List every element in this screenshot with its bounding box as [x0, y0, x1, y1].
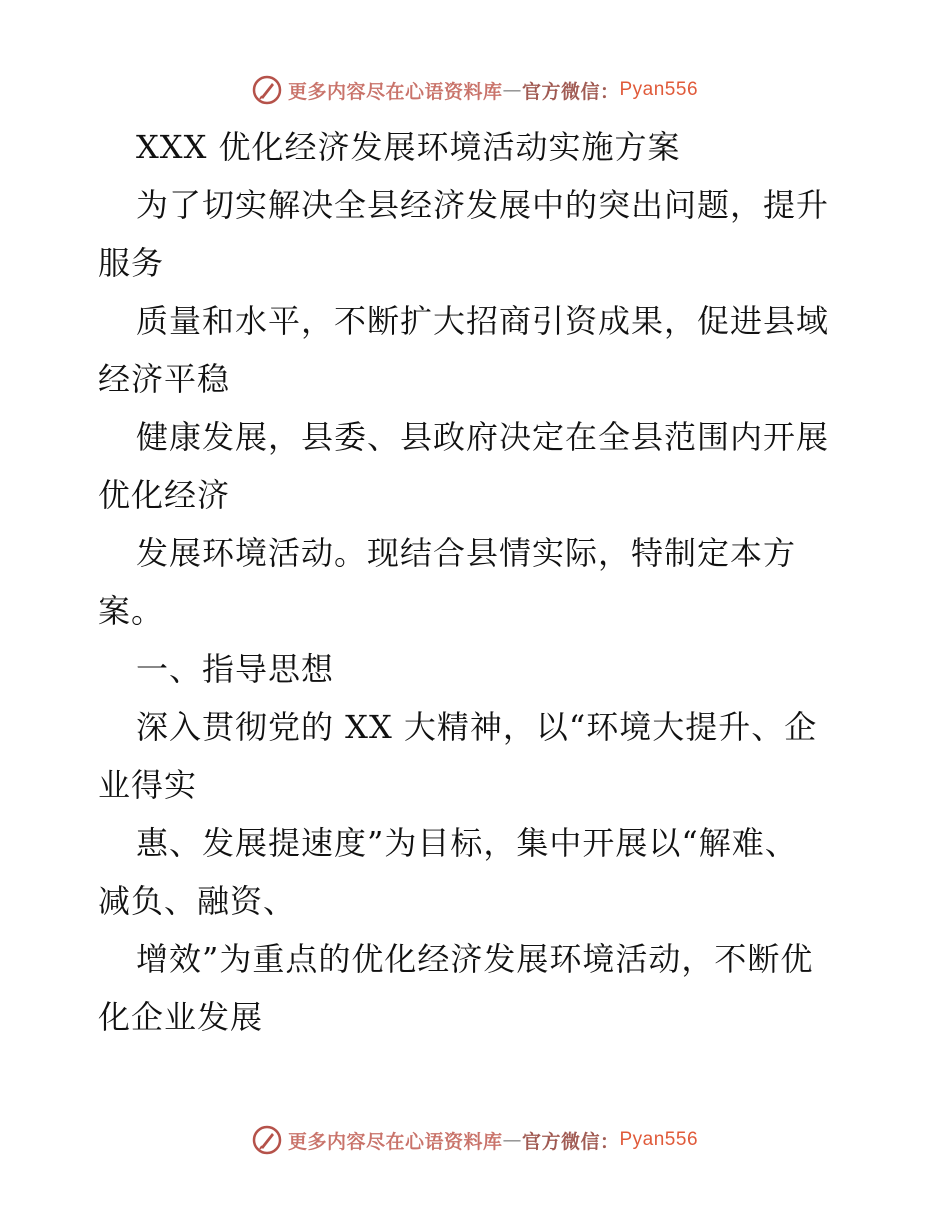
paragraph-line: 案。	[98, 592, 165, 630]
wechat-id: Pyan556	[619, 1129, 699, 1150]
paragraph-line: 健康发展，县委、县政府决定在全县范围内开展	[136, 418, 830, 456]
section-heading: 一、指导思想	[136, 650, 335, 688]
paragraph-line: 减负、融资、	[98, 882, 297, 920]
paragraph-line: 发展环境活动。现结合县情实际，特制定本方	[136, 534, 797, 572]
document-body	[98, 118, 858, 1046]
quill-logo-icon	[252, 1125, 282, 1155]
paragraph-line: 质量和水平，不断扩大招商引资成果，促进县域	[136, 302, 830, 340]
banner-separator: —	[502, 1129, 522, 1151]
wechat-label: 官方微信：	[521, 80, 620, 103]
header-banner	[0, 70, 950, 110]
document-title: XXX 优化经济发展环境活动实施方案	[136, 128, 681, 166]
paragraph-line: 优化经济	[98, 476, 231, 514]
paragraph-line: 服务	[98, 244, 165, 282]
paragraph-line: 化企业发展	[98, 998, 264, 1036]
paragraph-line: 深入贯彻党的 XX 大精神，以“环境大提升、企	[136, 708, 818, 746]
site-name: 更多内容尽在心语资料库	[287, 1130, 503, 1153]
paragraph-line: 经济平稳	[98, 360, 231, 398]
quill-logo-icon	[252, 75, 282, 105]
site-name: 更多内容尽在心语资料库	[287, 80, 503, 103]
paragraph-line: 惠、发展提速度”为目标，集中开展以“解难、	[136, 824, 798, 862]
wechat-label: 官方微信：	[521, 1130, 620, 1153]
footer-banner	[0, 1120, 950, 1160]
paragraph-line: 业得实	[98, 766, 198, 804]
banner-separator: —	[502, 79, 522, 101]
paragraph-line: 增效”为重点的优化经济发展环境活动，不断优	[136, 940, 814, 978]
wechat-id: Pyan556	[619, 79, 699, 100]
paragraph-line: 为了切实解决全县经济发展中的突出问题，提升	[136, 186, 830, 224]
